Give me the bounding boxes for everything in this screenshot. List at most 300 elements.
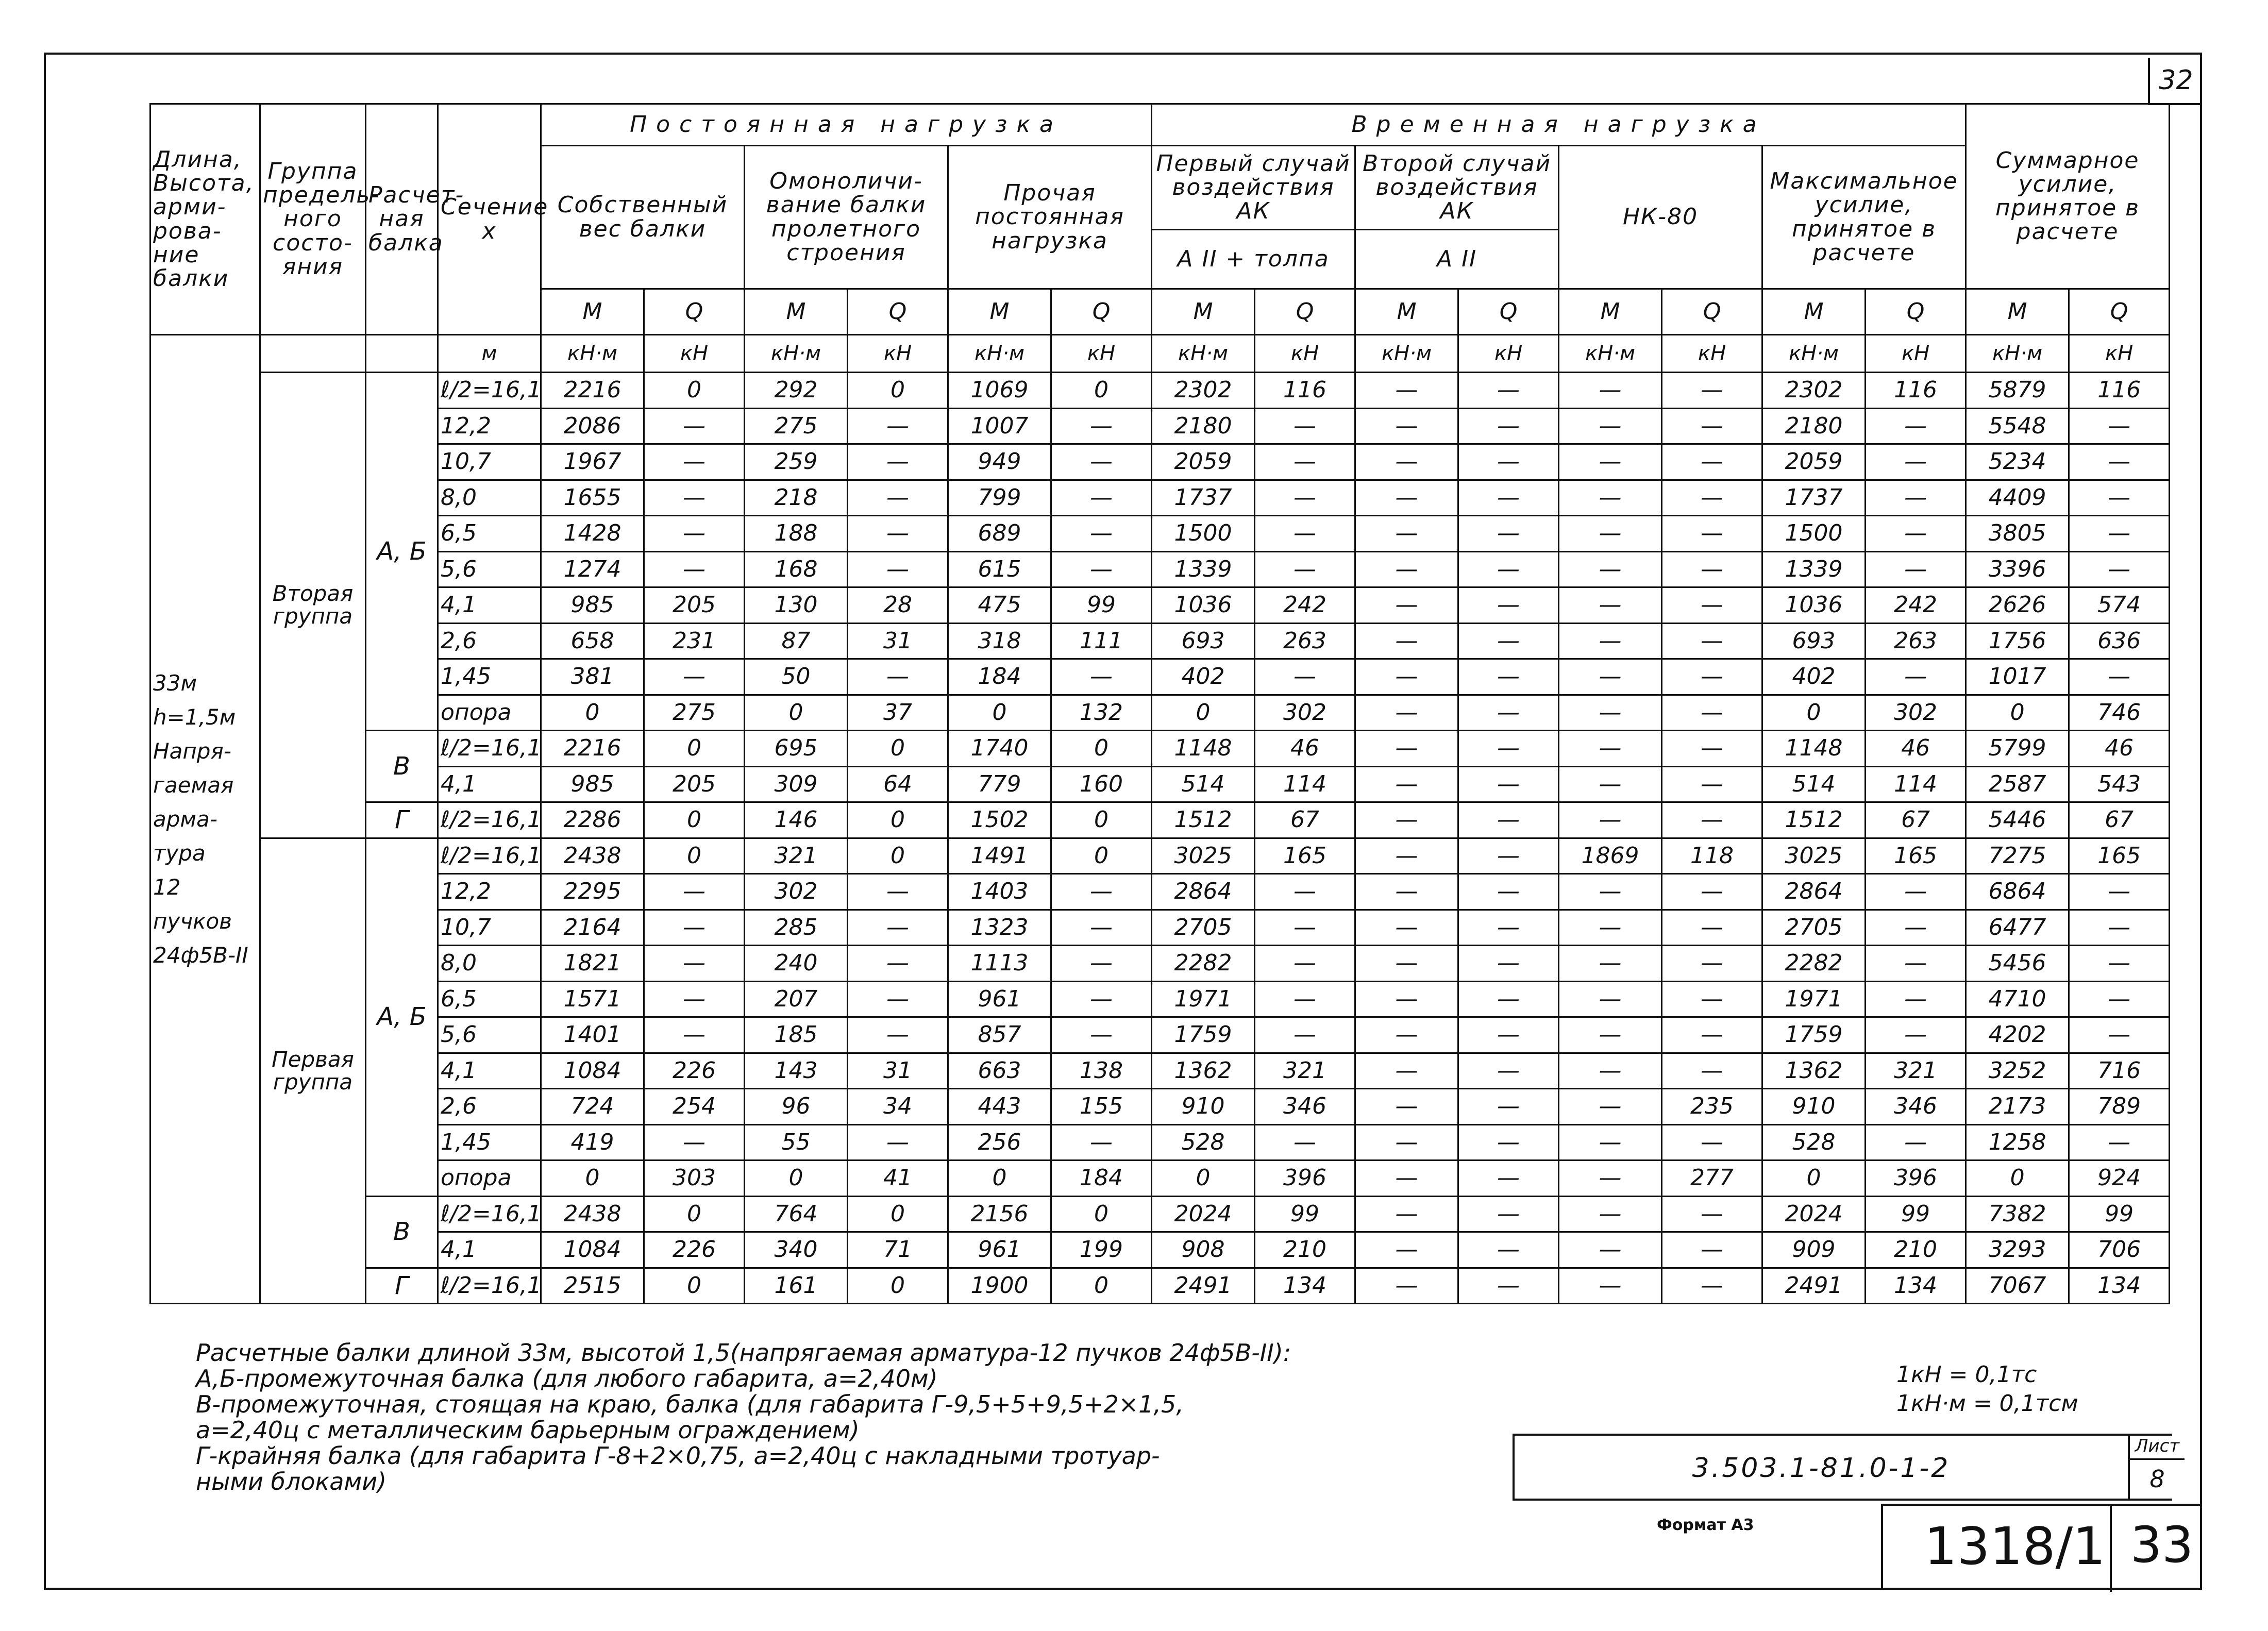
unit-shear: кН	[1051, 335, 1152, 373]
header-section: Сечение x	[438, 104, 541, 335]
header-second-case-sub: А II	[1355, 230, 1559, 289]
value-cell: —	[2069, 551, 2170, 587]
value-cell: 0	[541, 1161, 644, 1197]
unit-moment: кН·м	[1152, 335, 1255, 373]
value-cell: —	[1355, 373, 1458, 409]
unit-conversions	[1896, 1360, 2078, 1418]
table-row	[150, 551, 2267, 587]
value-cell: 235	[1662, 1089, 1762, 1125]
value-cell: 7275	[1966, 838, 2069, 874]
table-row	[150, 1124, 2267, 1161]
value-cell: —	[1458, 408, 1559, 444]
value-cell: 96	[745, 1089, 848, 1125]
value-cell: 256	[948, 1124, 1051, 1161]
value-cell: 259	[745, 444, 848, 480]
value-cell: —	[1458, 910, 1559, 946]
value-cell: 2216	[541, 731, 644, 767]
value-cell: —	[1458, 551, 1559, 587]
value-cell: 67	[1255, 802, 1355, 838]
value-cell: 1869	[1559, 838, 1662, 874]
table-row	[150, 695, 2267, 731]
header-moment: M	[1762, 289, 1866, 335]
value-cell: 0	[1051, 1268, 1152, 1304]
value-cell: —	[1458, 1089, 1559, 1125]
value-cell: —	[1355, 1161, 1458, 1197]
header-total: Суммарное усилие, принятое в расчете	[1966, 104, 2170, 289]
value-cell: —	[1559, 373, 1662, 409]
value-cell: —	[1559, 659, 1662, 695]
header-temporary-load: Временная нагрузка	[1152, 104, 1966, 146]
value-cell: —	[1559, 516, 1662, 552]
value-cell: —	[644, 516, 745, 552]
header-shear: Q	[1866, 289, 1966, 335]
value-cell: 0	[745, 695, 848, 731]
value-cell: —	[1051, 1017, 1152, 1053]
value-cell: 1655	[541, 480, 644, 516]
header-first-case-sub: А II + толпа	[1152, 230, 1355, 289]
note-line: Г-крайняя балка (для габарита Г-8+2×0,75, а=2,40ц с накладными тротуар-	[196, 1442, 1160, 1470]
unit-moment: кН·м	[541, 335, 644, 373]
value-cell: —	[1559, 981, 1662, 1017]
value-cell: 3025	[1762, 838, 1866, 874]
value-cell: 574	[2069, 587, 2170, 624]
value-cell: 226	[644, 1053, 745, 1089]
value-cell: 5234	[1966, 444, 2069, 480]
value-cell: 231	[644, 623, 745, 659]
value-cell: 46	[1866, 731, 1966, 767]
value-cell: 2024	[1762, 1196, 1866, 1232]
value-cell: 50	[745, 659, 848, 695]
section-cell: 4,1	[438, 766, 541, 802]
value-cell: 302	[745, 874, 848, 910]
value-cell: 528	[1152, 1124, 1255, 1161]
document-code: 3.503.1-81.0-1-2	[1692, 1453, 1951, 1484]
value-cell: 910	[1762, 1089, 1866, 1125]
value-cell: —	[1662, 874, 1762, 910]
value-cell: 1323	[948, 910, 1051, 946]
value-cell: 309	[745, 766, 848, 802]
value-cell: 949	[948, 444, 1051, 480]
value-cell: 2491	[1152, 1268, 1255, 1304]
value-cell: —	[848, 946, 948, 982]
table-row	[150, 1196, 2267, 1232]
value-cell: —	[1559, 444, 1662, 480]
value-cell: 663	[948, 1053, 1051, 1089]
value-cell: 1084	[541, 1232, 644, 1268]
value-cell: —	[1458, 659, 1559, 695]
value-cell: 1017	[1966, 659, 2069, 695]
unit-moment: кН·м	[1355, 335, 1458, 373]
value-cell: —	[644, 1124, 745, 1161]
table-row	[150, 1017, 2267, 1053]
unit-moment: кН·м	[1762, 335, 1866, 373]
archive-number: 1318/1	[1924, 1516, 2106, 1576]
value-cell: 0	[1051, 373, 1152, 409]
value-cell: 55	[745, 1124, 848, 1161]
value-cell: —	[2069, 874, 2170, 910]
value-cell: 292	[745, 373, 848, 409]
value-cell: 1759	[1762, 1017, 1866, 1053]
value-cell: —	[1255, 946, 1355, 982]
table-row	[150, 659, 2267, 695]
value-cell: 0	[644, 802, 745, 838]
value-cell: 1362	[1152, 1053, 1255, 1089]
value-cell: 693	[1152, 623, 1255, 659]
table-row	[150, 1232, 2267, 1268]
value-cell: —	[1662, 516, 1762, 552]
value-cell: 1512	[1762, 802, 1866, 838]
table-row	[150, 802, 2267, 838]
value-cell: 1339	[1762, 551, 1866, 587]
value-cell: 302	[1255, 695, 1355, 731]
value-cell: 114	[1866, 766, 1966, 802]
value-cell: —	[1662, 551, 1762, 587]
value-cell: —	[1866, 910, 1966, 946]
value-cell: —	[848, 910, 948, 946]
archive-stamp	[1881, 1504, 2200, 1590]
value-cell: —	[1051, 910, 1152, 946]
value-cell: —	[1866, 1017, 1966, 1053]
value-cell: 99	[1866, 1196, 1966, 1232]
value-cell: 693	[1762, 623, 1866, 659]
value-cell: —	[1559, 766, 1662, 802]
value-cell: —	[1458, 1017, 1559, 1053]
units-spacer-beam	[366, 335, 438, 373]
value-cell: 155	[1051, 1089, 1152, 1125]
value-cell: 67	[1866, 802, 1966, 838]
value-cell: —	[1355, 766, 1458, 802]
notes	[196, 1340, 1561, 1494]
value-cell: —	[2069, 1017, 2170, 1053]
load-table	[149, 103, 2268, 1304]
value-cell: —	[1458, 587, 1559, 624]
value-cell: —	[1866, 408, 1966, 444]
value-cell: 514	[1152, 766, 1255, 802]
value-cell: 116	[1255, 373, 1355, 409]
conversion-kn: 1кН = 0,1тс	[1896, 1361, 2037, 1388]
value-cell: 2438	[541, 1196, 644, 1232]
table-row	[150, 910, 2267, 946]
section-cell: ℓ/2=16,1	[438, 802, 541, 838]
value-cell: —	[1458, 1124, 1559, 1161]
value-cell: —	[1458, 516, 1559, 552]
list-cell	[2128, 1434, 2185, 1501]
value-cell: —	[644, 1017, 745, 1053]
value-cell: —	[1355, 623, 1458, 659]
value-cell: 1821	[541, 946, 644, 982]
value-cell: 254	[644, 1089, 745, 1125]
value-cell: 0	[1051, 731, 1152, 767]
value-cell: —	[1559, 1196, 1662, 1232]
value-cell: 41	[848, 1161, 948, 1197]
value-cell: —	[1355, 1053, 1458, 1089]
value-cell: —	[848, 408, 948, 444]
value-cell: 961	[948, 1232, 1051, 1268]
value-cell: —	[848, 981, 948, 1017]
section-cell: 10,7	[438, 444, 541, 480]
value-cell: 746	[2069, 695, 2170, 731]
value-cell: 34	[848, 1089, 948, 1125]
value-cell: 2302	[1762, 373, 1866, 409]
value-cell: 1737	[1152, 480, 1255, 516]
value-cell: 116	[2069, 373, 2170, 409]
value-cell: 0	[1966, 1161, 2069, 1197]
value-cell: 1512	[1152, 802, 1255, 838]
group-label: Первая группа	[260, 838, 366, 1304]
value-cell: —	[1458, 1053, 1559, 1089]
value-cell: —	[1355, 1232, 1458, 1268]
value-cell: —	[1866, 444, 1966, 480]
value-cell: 226	[644, 1232, 745, 1268]
value-cell: 0	[1051, 1196, 1152, 1232]
section-cell: 6,5	[438, 981, 541, 1017]
value-cell: —	[1559, 874, 1662, 910]
value-cell: 0	[848, 1268, 948, 1304]
value-cell: 443	[948, 1089, 1051, 1125]
value-cell: 514	[1762, 766, 1866, 802]
value-cell: —	[1458, 480, 1559, 516]
value-cell: —	[1255, 659, 1355, 695]
header-shear: Q	[644, 289, 745, 335]
value-cell: —	[1355, 981, 1458, 1017]
header-first-case: Первый случай воздействия АК	[1152, 146, 1355, 230]
header-shear: Q	[1255, 289, 1355, 335]
value-cell: 321	[1866, 1053, 1966, 1089]
value-cell: 184	[1051, 1161, 1152, 1197]
value-cell: 0	[644, 731, 745, 767]
value-cell: 130	[745, 587, 848, 624]
value-cell: 1274	[541, 551, 644, 587]
section-cell: 8,0	[438, 946, 541, 982]
value-cell: 31	[848, 623, 948, 659]
value-cell: 263	[1255, 623, 1355, 659]
value-cell: —	[1255, 874, 1355, 910]
value-cell: 924	[2069, 1161, 2170, 1197]
format-label: Формат А3	[1657, 1516, 1754, 1534]
value-cell: 3396	[1966, 551, 2069, 587]
unit-shear: кН	[644, 335, 745, 373]
value-cell: —	[1255, 408, 1355, 444]
section-cell: опора	[438, 695, 541, 731]
value-cell: 0	[848, 838, 948, 874]
value-cell: —	[1255, 551, 1355, 587]
value-cell: 146	[745, 802, 848, 838]
value-cell: 402	[1762, 659, 1866, 695]
value-cell: —	[1051, 551, 1152, 587]
value-cell: 2216	[541, 373, 644, 409]
value-cell: 658	[541, 623, 644, 659]
header-moment: M	[541, 289, 644, 335]
header-moment: M	[1355, 289, 1458, 335]
value-cell: 1737	[1762, 480, 1866, 516]
value-cell: —	[1355, 802, 1458, 838]
value-cell: 67	[2069, 802, 2170, 838]
note-line: Расчетные балки длиной 33м, высотой 1,5(напрягаемая арматура-12 пучков 24ф5В-II):	[196, 1339, 1291, 1367]
value-cell: 0	[644, 373, 745, 409]
value-cell: —	[1866, 981, 1966, 1017]
value-cell: 695	[745, 731, 848, 767]
value-cell: —	[1662, 1124, 1762, 1161]
value-cell: 1491	[948, 838, 1051, 874]
value-cell: —	[1662, 981, 1762, 1017]
value-cell: 0	[541, 695, 644, 731]
value-cell: 138	[1051, 1053, 1152, 1089]
value-cell: 2286	[541, 802, 644, 838]
value-cell: 961	[948, 981, 1051, 1017]
value-cell: 218	[745, 480, 848, 516]
value-cell: 396	[1866, 1161, 1966, 1197]
value-cell: —	[2069, 910, 2170, 946]
title-block	[1513, 1434, 2180, 1501]
value-cell: 2438	[541, 838, 644, 874]
value-cell: 909	[1762, 1232, 1866, 1268]
value-cell: 1258	[1966, 1124, 2069, 1161]
stamp-divider	[2110, 1506, 2112, 1592]
value-cell: 0	[848, 802, 948, 838]
beam-rebar1: Напря-гаемая арма-тура	[153, 738, 234, 866]
value-cell: 0	[745, 1161, 848, 1197]
value-cell: 0	[644, 1196, 745, 1232]
value-cell: 1036	[1152, 587, 1255, 624]
value-cell: 0	[644, 1268, 745, 1304]
value-cell: 1971	[1152, 981, 1255, 1017]
value-cell: 134	[2069, 1268, 2170, 1304]
value-cell: —	[848, 874, 948, 910]
value-cell: 706	[2069, 1232, 2170, 1268]
section-cell: 1,45	[438, 659, 541, 695]
value-cell: 908	[1152, 1232, 1255, 1268]
value-cell: 318	[948, 623, 1051, 659]
value-cell: —	[1051, 1124, 1152, 1161]
value-cell: —	[644, 910, 745, 946]
value-cell: —	[1458, 1232, 1559, 1268]
value-cell: 779	[948, 766, 1051, 802]
header-shear: Q	[2069, 289, 2170, 335]
value-cell: 1148	[1152, 731, 1255, 767]
value-cell: 1740	[948, 731, 1051, 767]
value-cell: —	[1866, 516, 1966, 552]
value-cell: —	[1662, 1017, 1762, 1053]
table-row	[150, 1053, 2267, 1089]
value-cell: 134	[1255, 1268, 1355, 1304]
value-cell: 275	[644, 695, 745, 731]
value-cell: —	[1559, 731, 1662, 767]
table-row	[150, 731, 2267, 767]
value-cell: 4202	[1966, 1017, 2069, 1053]
value-cell: —	[1355, 874, 1458, 910]
value-cell: —	[1866, 874, 1966, 910]
archive-sheet: 33	[2130, 1516, 2194, 1574]
value-cell: 789	[2069, 1089, 2170, 1125]
value-cell: —	[2069, 1124, 2170, 1161]
unit-moment: кН·м	[1966, 335, 2069, 373]
value-cell: —	[644, 981, 745, 1017]
value-cell: 168	[745, 551, 848, 587]
value-cell: —	[1662, 1232, 1762, 1268]
value-cell: —	[1355, 731, 1458, 767]
value-cell: 240	[745, 946, 848, 982]
value-cell: —	[1355, 1089, 1458, 1125]
table-row	[150, 1161, 2267, 1197]
value-cell: —	[1559, 695, 1662, 731]
value-cell: 0	[848, 1196, 948, 1232]
beam-label: А, Б	[366, 838, 438, 1196]
value-cell: 2086	[541, 408, 644, 444]
value-cell: —	[1559, 587, 1662, 624]
value-cell: 1500	[1152, 516, 1255, 552]
value-cell: 2164	[541, 910, 644, 946]
value-cell: 321	[745, 838, 848, 874]
value-cell: —	[1458, 1196, 1559, 1232]
value-cell: 161	[745, 1268, 848, 1304]
value-cell: 419	[541, 1124, 644, 1161]
group-label: Вторая группа	[260, 373, 366, 838]
value-cell: 285	[745, 910, 848, 946]
value-cell: —	[1355, 551, 1458, 587]
header-shear: Q	[1662, 289, 1762, 335]
value-cell: 689	[948, 516, 1051, 552]
value-cell: 402	[1152, 659, 1255, 695]
value-cell: 1084	[541, 1053, 644, 1089]
value-cell: 340	[745, 1232, 848, 1268]
header-second-case: Второй случай воздействия АК	[1355, 146, 1559, 230]
value-cell: —	[1458, 802, 1559, 838]
value-cell: —	[1255, 516, 1355, 552]
value-cell: —	[1662, 408, 1762, 444]
value-cell: —	[1355, 838, 1458, 874]
value-cell: 116	[1866, 373, 1966, 409]
value-cell: 185	[745, 1017, 848, 1053]
value-cell: 1401	[541, 1017, 644, 1053]
value-cell: 528	[1762, 1124, 1866, 1161]
value-cell: 3252	[1966, 1053, 2069, 1089]
value-cell: 71	[848, 1232, 948, 1268]
value-cell: —	[848, 1124, 948, 1161]
value-cell: —	[1662, 946, 1762, 982]
value-cell: —	[1559, 480, 1662, 516]
unit-shear: кН	[1458, 335, 1559, 373]
value-cell: —	[1051, 659, 1152, 695]
value-cell: 1362	[1762, 1053, 1866, 1089]
value-cell: —	[848, 551, 948, 587]
value-cell: 2705	[1762, 910, 1866, 946]
value-cell: 985	[541, 587, 644, 624]
value-cell: 2302	[1152, 373, 1255, 409]
value-cell: —	[644, 659, 745, 695]
value-cell: —	[644, 874, 745, 910]
section-cell: 10,7	[438, 910, 541, 946]
value-cell: 1403	[948, 874, 1051, 910]
beam-label: В	[366, 1196, 438, 1268]
header-group: Группа предель-ного состо-яния	[260, 104, 366, 335]
value-cell: —	[1866, 659, 1966, 695]
value-cell: —	[1355, 480, 1458, 516]
value-cell: 1971	[1762, 981, 1866, 1017]
value-cell: —	[1559, 1232, 1662, 1268]
section-cell: 2,6	[438, 623, 541, 659]
value-cell: —	[1255, 480, 1355, 516]
value-cell: —	[1662, 695, 1762, 731]
value-cell: —	[1458, 373, 1559, 409]
value-cell: 0	[644, 838, 745, 874]
beam-length: 33м	[153, 670, 197, 696]
value-cell: 99	[1051, 587, 1152, 624]
value-cell: —	[1662, 623, 1762, 659]
value-cell: 321	[1255, 1053, 1355, 1089]
list-label: Лист	[2130, 1434, 2185, 1460]
value-cell: 28	[848, 587, 948, 624]
section-cell: 4,1	[438, 587, 541, 624]
